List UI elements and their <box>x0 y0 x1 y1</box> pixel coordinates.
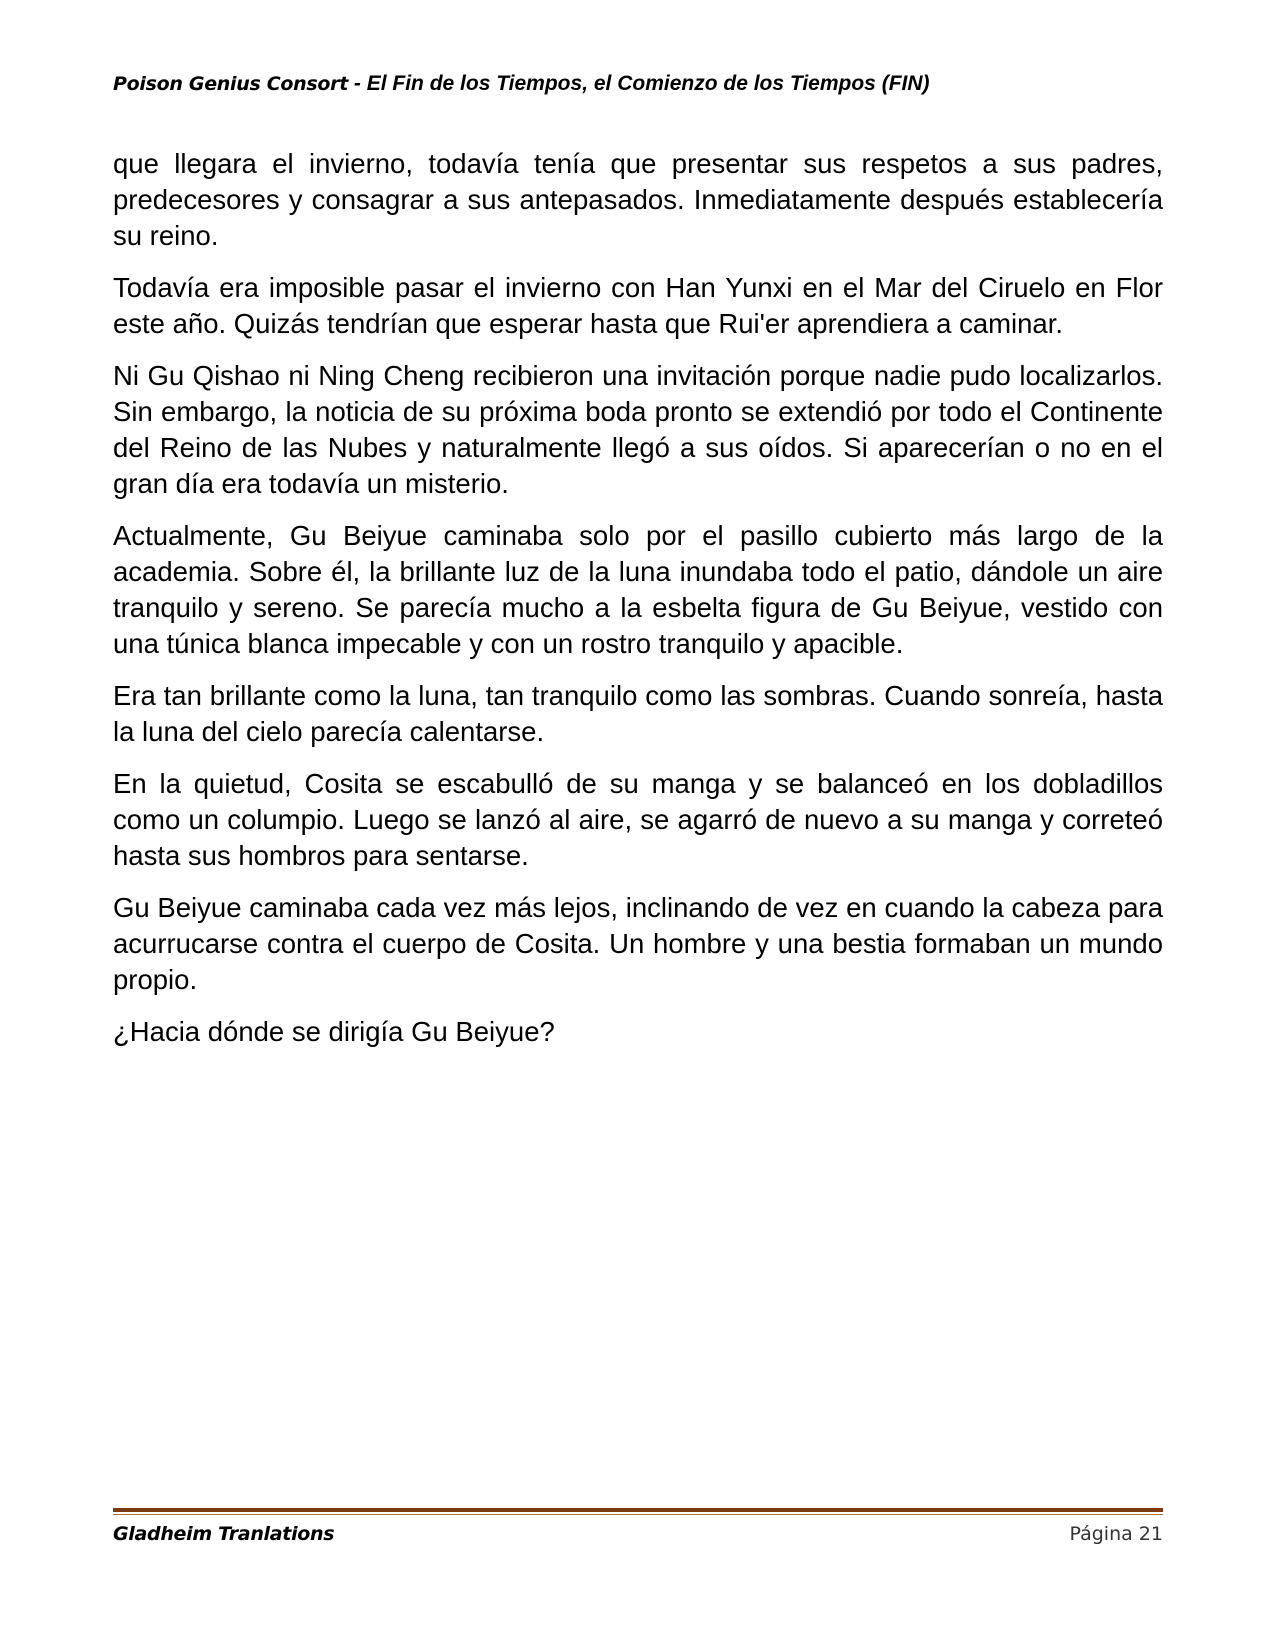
series-title: Poison Genius Consort <box>113 73 349 95</box>
page-number: Página 21 <box>1069 1523 1163 1545</box>
footer-divider-thin <box>113 1514 1163 1515</box>
paragraph: Gu Beiyue caminaba cada vez más lejos, inclinando de vez en cuando la cabeza para acurrucarse contra el cuerpo de Cosita. Un hombre y una bestia formaban un mundo propio. <box>113 892 1163 995</box>
paragraph: Ni Gu Qishao ni Ning Cheng recibieron una invitación porque nadie pudo localizarlos. Sin embargo, la noticia de su próxima boda pronto se extendió por todo el Continente del Reino de las Nubes y naturalmente llegó a sus oídos. Si aparecerían o no en el gran día era todavía un misterio. <box>113 360 1163 499</box>
header-separator: - <box>353 72 361 95</box>
body-text <box>113 146 1163 1066</box>
footer-divider <box>113 1508 1163 1515</box>
paragraph: Actualmente, Gu Beiyue caminaba solo por el pasillo cubierto más largo de la academia. Sobre él, la brillante luz de la luna inundaba todo el patio, dándole un aire tranquilo y sereno. Se parecía mucho a la esbelta figura de Gu Beiyue, vestido con una túnica blanca impecable y con un rostro tranquilo y apacible. <box>113 520 1163 659</box>
chapter-title: El Fin de los Tiempos, el Comienzo de los Tiempos (FIN) <box>366 72 930 95</box>
paragraph: Todavía era imposible pasar el invierno con Han Yunxi en el Mar del Ciruelo en Flor este año. Quizás tendrían que esperar hasta que Rui'er aprendiera a caminar. <box>113 272 1163 339</box>
page-footer <box>113 1523 1163 1551</box>
paragraph: que llegara el invierno, todavía tenía que presentar sus respetos a sus padres, predecesores y consagrar a sus antepasados. Inmediatamente después establecería su reino. <box>113 148 1163 251</box>
paragraph: ¿Hacia dónde se dirigía Gu Beiyue? <box>113 1016 555 1047</box>
paragraph: En la quietud, Cosita se escabulló de su manga y se balanceó en los dobladillos como un columpio. Luego se lanzó al aire, se agarró de nuevo a su manga y correteó hasta sus hombros para sentarse. <box>113 768 1163 871</box>
footer-divider-thick <box>113 1508 1163 1512</box>
publisher-name: Gladheim Tranlations <box>113 1523 335 1545</box>
page-header <box>113 72 1163 96</box>
paragraph: Era tan brillante como la luna, tan tranquilo como las sombras. Cuando sonreía, hasta la luna del cielo parecía calentarse. <box>113 680 1163 747</box>
